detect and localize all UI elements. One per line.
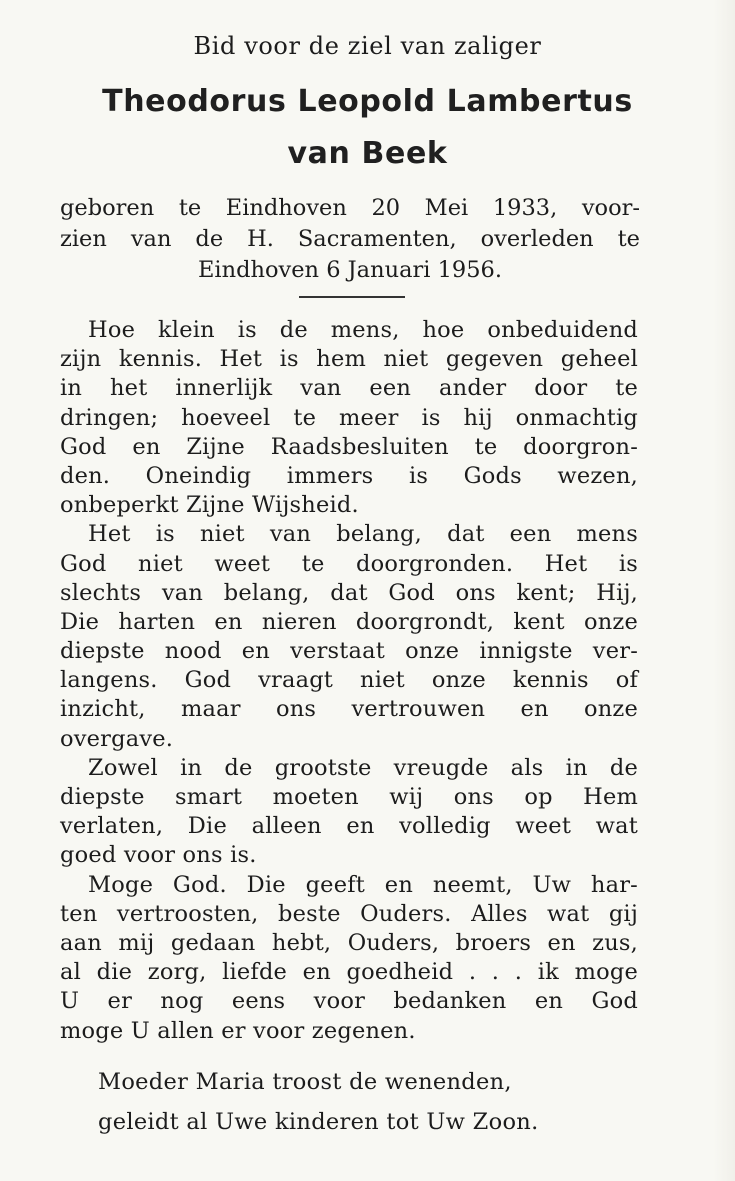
- intro-line: Bid voor de ziel van zaliger: [193, 32, 542, 60]
- text-line: slechts van belang, dat God ons kent; Hij,: [60, 579, 638, 606]
- text-line: overgave.: [60, 725, 174, 752]
- text-line: diepste nood en verstaat onze innigste ver-: [60, 638, 638, 665]
- meditation-text: [60, 316, 638, 1046]
- closing-prayer: [98, 1062, 618, 1142]
- text-line: zijn kennis. Het is hem niet gegeven geheel: [60, 346, 638, 373]
- text-line: aan mij gedaan hebt, Ouders, broers en zus,: [60, 929, 638, 956]
- text-line: U er nog eens voor bedanken en God: [60, 988, 638, 1015]
- text-line: dringen; hoeveel te meer is hij onmachtig: [60, 404, 638, 431]
- text-line: moge U allen er voor zegenen.: [60, 1017, 416, 1044]
- text-line: God niet weet te doorgronden. Het is: [60, 550, 638, 577]
- birth-line-2: zien van de H. Sacramenten, overleden te: [60, 226, 640, 252]
- text-line: diepste smart moeten wij ons op Hem: [60, 784, 638, 810]
- text-line: goed voor ons is.: [60, 842, 257, 869]
- deceased-name-line-2: van Beek: [287, 136, 448, 171]
- text-line: Zowel in de grootste vreugde als in de: [88, 754, 638, 781]
- text-line: Moge God. Die geeft en neemt, Uw har-: [88, 871, 638, 898]
- text-line: in het innerlijk van een ander door te: [60, 375, 638, 402]
- text-line: God en Zijne Raadsbesluiten te doorgron-: [60, 433, 638, 460]
- deceased-name-line-1: Theodorus Leopold Lambertus: [102, 84, 633, 119]
- text-line: verlaten, Die alleen en volledig weet wat: [60, 813, 638, 840]
- text-line: al die zorg, liefde en goedheid . . . ik moge: [60, 959, 638, 986]
- text-line: Het is niet van belang, dat een mens: [88, 521, 638, 548]
- text-line: Hoe klein is de mens, hoe onbeduidend: [88, 317, 638, 343]
- closing-line-2: geleidt al Uwe kinderen tot Uw Zoon.: [98, 1109, 539, 1135]
- text-line: onbeperkt Zijne Wijsheid.: [60, 492, 359, 519]
- birth-line-3: Eindhoven 6 Januari 1956.: [197, 257, 503, 283]
- text-line: Die harten en nieren doorgrondt, kent onze: [60, 608, 638, 635]
- text-line: ten vertroosten, beste Ouders. Alles wat gij: [60, 900, 638, 927]
- closing-line-1: Moeder Maria troost de wenenden,: [98, 1069, 512, 1095]
- divider-rule: [299, 296, 405, 298]
- text-line: langens. God vraagt niet onze kennis of: [60, 667, 638, 694]
- text-line: inzicht, maar ons vertrouwen en onze: [60, 696, 638, 723]
- text-line: den. Oneindig immers is Gods wezen,: [60, 462, 638, 489]
- birth-line-1: geboren te Eindhoven 20 Mei 1933, voor-: [60, 195, 640, 221]
